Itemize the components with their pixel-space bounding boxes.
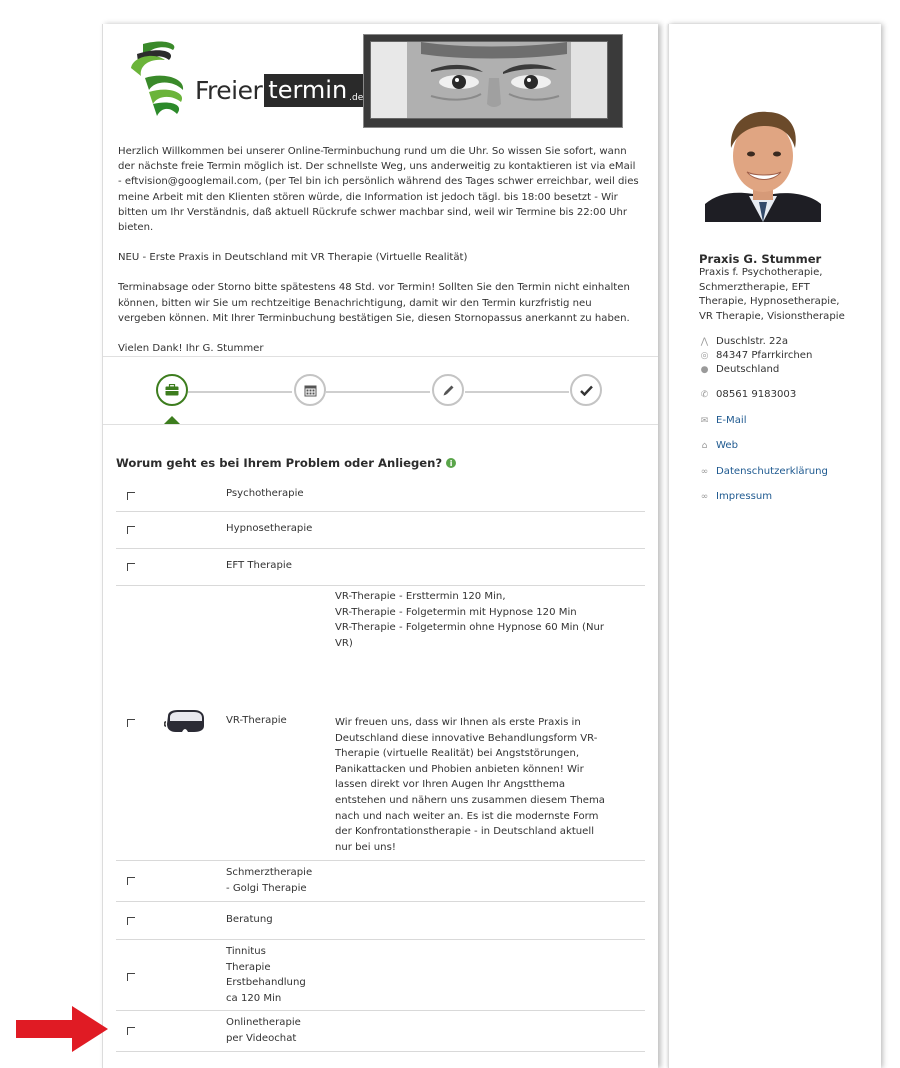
practice-description (699, 266, 879, 324)
option-checkbox[interactable] (127, 526, 135, 534)
service-option-onlinetherapie[interactable] (116, 1011, 645, 1052)
option-checkbox[interactable] (127, 719, 135, 727)
vr-headset-icon (164, 708, 206, 736)
option-label-line: Erstbehandlung (226, 977, 306, 989)
option-label-line: Onlinetherapie (226, 1017, 301, 1028)
freiertermin-logo[interactable] (123, 38, 383, 120)
service-option-beratung[interactable] (116, 902, 645, 940)
booking-card (102, 24, 658, 1068)
vr-option-pricing-text (335, 589, 613, 651)
address-country (699, 363, 779, 377)
option-checkbox[interactable] (127, 917, 135, 925)
service-option-vr-therapie[interactable] (116, 586, 645, 861)
calendar-icon (304, 384, 317, 397)
step-confirm[interactable] (570, 374, 602, 406)
briefcase-icon (165, 384, 179, 396)
option-label-line: per Videochat (226, 1032, 297, 1044)
logo-swoosh-icon (123, 38, 193, 120)
vr-pricing-line: VR-Therapie - Folgetermin ohne Hypnose 60 Min (Nur (335, 622, 605, 634)
vr-description-line: Deutschland diese innovative Behandlungsform VR- (335, 732, 598, 744)
option-checkbox[interactable] (127, 973, 135, 981)
vr-description-line: nach und nach weiter an. Es ist die modernste Form (335, 810, 599, 822)
option-label-line: ca 120 Min (226, 992, 282, 1004)
road-icon: ⋀ (700, 337, 709, 347)
vr-description-line: entstehen und nähern uns zusammen diesem Thema (335, 794, 605, 806)
option-label: Hypnosetherapie (226, 523, 313, 534)
intro-vr-paragraph: NEU - Erste Praxis in Deutschland mit VR Therapie (Virtuelle Realität) (118, 252, 468, 264)
option-label: Beratung (226, 914, 273, 925)
vr-pricing-line: VR-Therapie - Ersttermin 120 Min, (335, 591, 506, 602)
info-icon[interactable]: i (446, 458, 456, 468)
privacy-link[interactable] (699, 465, 828, 479)
envelope-icon: ✉ (700, 416, 709, 426)
checkmark-icon (580, 385, 593, 396)
vr-pricing-line: VR) (335, 637, 353, 649)
practice-description-line: VR Therapie, Visionstherapie (699, 310, 845, 322)
option-checkbox[interactable] (127, 877, 135, 885)
option-label: Psychotherapie (226, 488, 304, 499)
intro-cancellation-paragraph: Terminabsage oder Storno bitte spätestens 48 Std. vor Termin! Sollten Sie den Termin nicht einhalten können, bitten wir Sie um rechtzeitige Benachrichtigung, damit wir den Termin kurzfristig neu vergeben können. Mit Ihrer Terminbuchung bestätigen Sie, diesen Stornopassus anerkannt zu haben. (118, 282, 630, 324)
option-checkbox[interactable] (127, 563, 135, 571)
option-label (226, 944, 306, 1006)
practice-description-line: Therapie, Hypnosetherapie, (699, 296, 840, 308)
booking-steps (103, 370, 658, 426)
imprint-link[interactable] (699, 490, 772, 504)
brand-word-termin-text: termin (268, 76, 348, 104)
service-option-hypnosetherapie[interactable] (116, 512, 645, 549)
practice-description-line: Praxis f. Psychotherapie, (699, 267, 823, 278)
phone[interactable] (699, 388, 796, 402)
service-option-psychotherapie[interactable] (116, 476, 645, 512)
vr-description-line: Panikattacken und Phobien anbieten können! Wir (335, 763, 584, 775)
address-street (699, 335, 788, 349)
home-icon: ⌂ (701, 441, 708, 451)
service-option-eft-therapie[interactable] (116, 549, 645, 586)
vr-description-line: lassen direkt vor Ihren Augen Ihr Angstthema (335, 779, 566, 791)
vr-description-line: nur bei uns! (335, 841, 396, 853)
step-service[interactable] (156, 374, 188, 406)
privacy-link-text[interactable]: Datenschutzerklärung (716, 466, 828, 477)
service-options-list (116, 476, 645, 1052)
email-link[interactable] (699, 414, 747, 428)
divider (103, 424, 658, 425)
globe-icon: ● (700, 365, 709, 375)
web-link[interactable] (699, 439, 738, 453)
step-details[interactable] (432, 374, 464, 406)
location-target-icon: ◎ (700, 351, 709, 361)
service-option-tinnitus[interactable] (116, 940, 645, 1011)
practice-description-line: Schmerztherapie, EFT (699, 281, 810, 293)
option-label (226, 1015, 301, 1046)
vr-description-line: Therapie (virtuelle Realität) bei Angststörungen, (335, 748, 580, 760)
option-label-line: Therapie (226, 961, 271, 973)
link-icon: ∞ (700, 467, 709, 477)
brand-tld: .de (349, 93, 364, 103)
option-label-line: - Golgi Therapie (226, 882, 307, 894)
phone-number[interactable]: 08561 9183003 (716, 389, 797, 400)
address-country-text: Deutschland (716, 364, 780, 375)
vr-description-line: der Konfrontationstherapie - in Deutschland aktuell (335, 826, 594, 838)
option-checkbox[interactable] (127, 492, 135, 500)
option-label-line: Tinnitus (226, 946, 266, 957)
step-connector (465, 391, 569, 393)
address-city-text: 84347 Pfarrkirchen (716, 350, 813, 361)
intro-text (118, 144, 640, 371)
intro-welcome-paragraph: Herzlich Willkommen bei unserer Online-Terminbuchung rund um die Uhr. So wissen Sie sofort, wann der nächste freie Termin möglich ist. Der schnellste Weg, uns anderweitig zu kontaktieren ist via eMail - eftvision@googlemail.com, (per Tel bin ich persönlich während des Tages schwer erreichbar, weil dies meine Arbeit mit den Klienten stören würde, die Information ist jedoch tägl. bis 18:00 besetzt - Wir bitten um Ihr Verständnis, daß aktuell Rückrufe schwer machbar sind, weil wir Termine bis 22:00 Uhr bieten. (118, 146, 639, 234)
imprint-link-text[interactable]: Impressum (716, 491, 773, 502)
header-eyes-photo (370, 41, 608, 119)
red-arrow-annotation (16, 1006, 108, 1052)
vr-option-description (335, 715, 613, 855)
vr-description-line: Wir freuen uns, dass wir Ihnen als erste Praxis in (335, 717, 581, 728)
brand-word-freier: Freier (195, 76, 263, 105)
address-street-text: Duschlstr. 22a (716, 336, 789, 347)
service-option-schmerztherapie[interactable] (116, 861, 645, 902)
option-checkbox[interactable] (127, 1027, 135, 1035)
practice-name: Praxis G. Stummer (699, 252, 822, 266)
brand-word-termin (264, 74, 367, 107)
step-date[interactable] (294, 374, 326, 406)
step-connector (188, 391, 292, 393)
link-icon: ∞ (700, 492, 709, 502)
divider (103, 356, 658, 357)
option-label: VR-Therapie (226, 715, 287, 726)
step-connector (326, 391, 430, 393)
address-city (699, 349, 812, 363)
practice-sidebar (668, 24, 881, 1068)
option-label (226, 865, 312, 896)
option-label: EFT Therapie (226, 560, 292, 571)
intro-signature: Vielen Dank! Ihr G. Stummer (118, 343, 264, 355)
pencil-icon (442, 384, 455, 397)
email-link-text[interactable]: E-Mail (716, 415, 747, 426)
option-label-line: Schmerztherapie (226, 867, 313, 878)
vr-pricing-line: VR-Therapie - Folgetermin mit Hypnose 120 Min (335, 606, 577, 618)
practitioner-portrait (705, 104, 821, 222)
service-question-text: Worum geht es bei Ihrem Problem oder Anliegen? (116, 456, 443, 470)
web-link-text[interactable]: Web (716, 440, 739, 451)
header-photo-banner (363, 34, 623, 128)
phone-icon: ✆ (700, 390, 709, 400)
service-question (116, 456, 456, 470)
